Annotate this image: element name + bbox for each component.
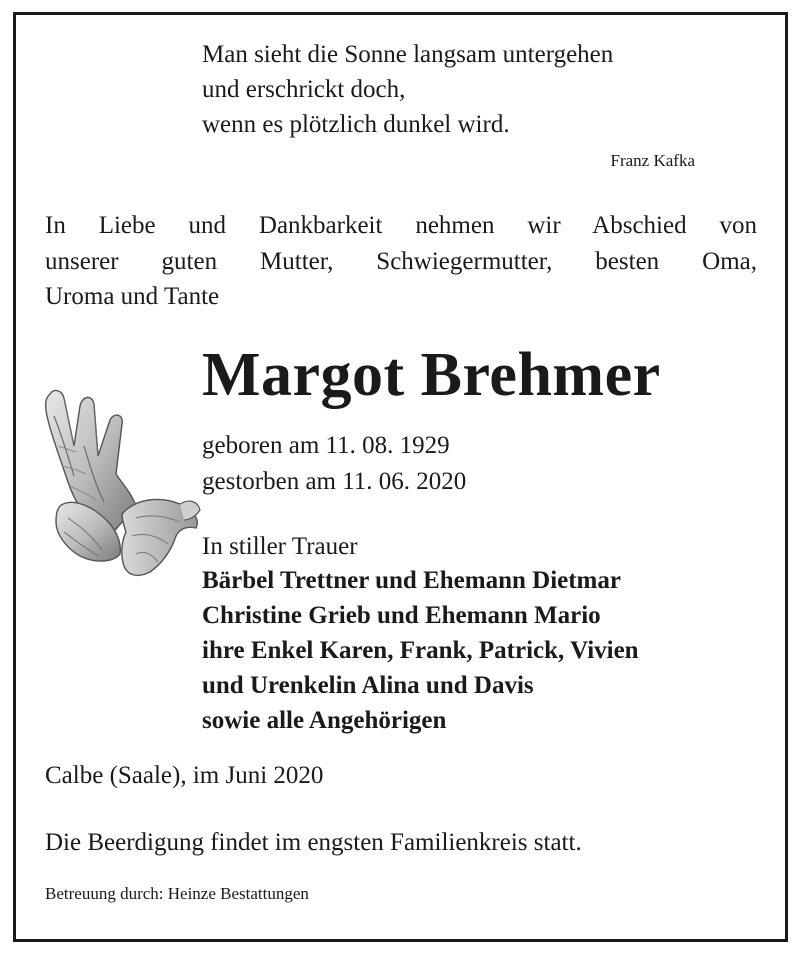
death-date: gestorben am 11. 06. 2020 — [202, 468, 467, 495]
undertaker-credit: Betreuung durch: Heinze Bestattungen — [45, 884, 309, 903]
funeral-note: Die Beerdigung findet im engsten Familienkreis statt. — [45, 829, 582, 856]
praying-hands-icon — [40, 386, 202, 582]
mourner-line: Bärbel Trettner und Ehemann Dietmar — [202, 567, 621, 594]
poem-author: Franz Kafka — [610, 151, 695, 170]
mourner-line: und Urenkelin Alina und Davis — [202, 672, 534, 699]
mourners-list — [202, 563, 639, 738]
poem-quote — [202, 37, 613, 142]
intro-line: Uroma und Tante — [45, 283, 220, 310]
mourner-line: Christine Grieb und Ehemann Mario — [202, 602, 601, 629]
mourner-line: sowie alle Angehörigen — [202, 707, 447, 734]
birth-date: geboren am 11. 08. 1929 — [202, 432, 450, 459]
mourner-line: ihre Enkel Karen, Frank, Patrick, Vivien — [202, 637, 639, 664]
life-dates — [202, 428, 466, 500]
poem-line: und erschrickt doch, — [202, 76, 406, 103]
mourning-lead: In stiller Trauer — [202, 533, 358, 560]
poem-line: wenn es plötzlich dunkel wird. — [202, 111, 510, 138]
deceased-name: Margot Brehmer — [202, 341, 661, 409]
intro-line: In Liebe und Dankbarkeit nehmen wir Abschied von — [45, 212, 757, 239]
poem-line: Man sieht die Sonne langsam untergehen — [202, 41, 614, 68]
intro-line: unserer guten Mutter, Schwiegermutter, besten Oma, — [45, 247, 757, 275]
place-date: Calbe (Saale), im Juni 2020 — [45, 762, 324, 789]
intro-text — [45, 208, 757, 315]
